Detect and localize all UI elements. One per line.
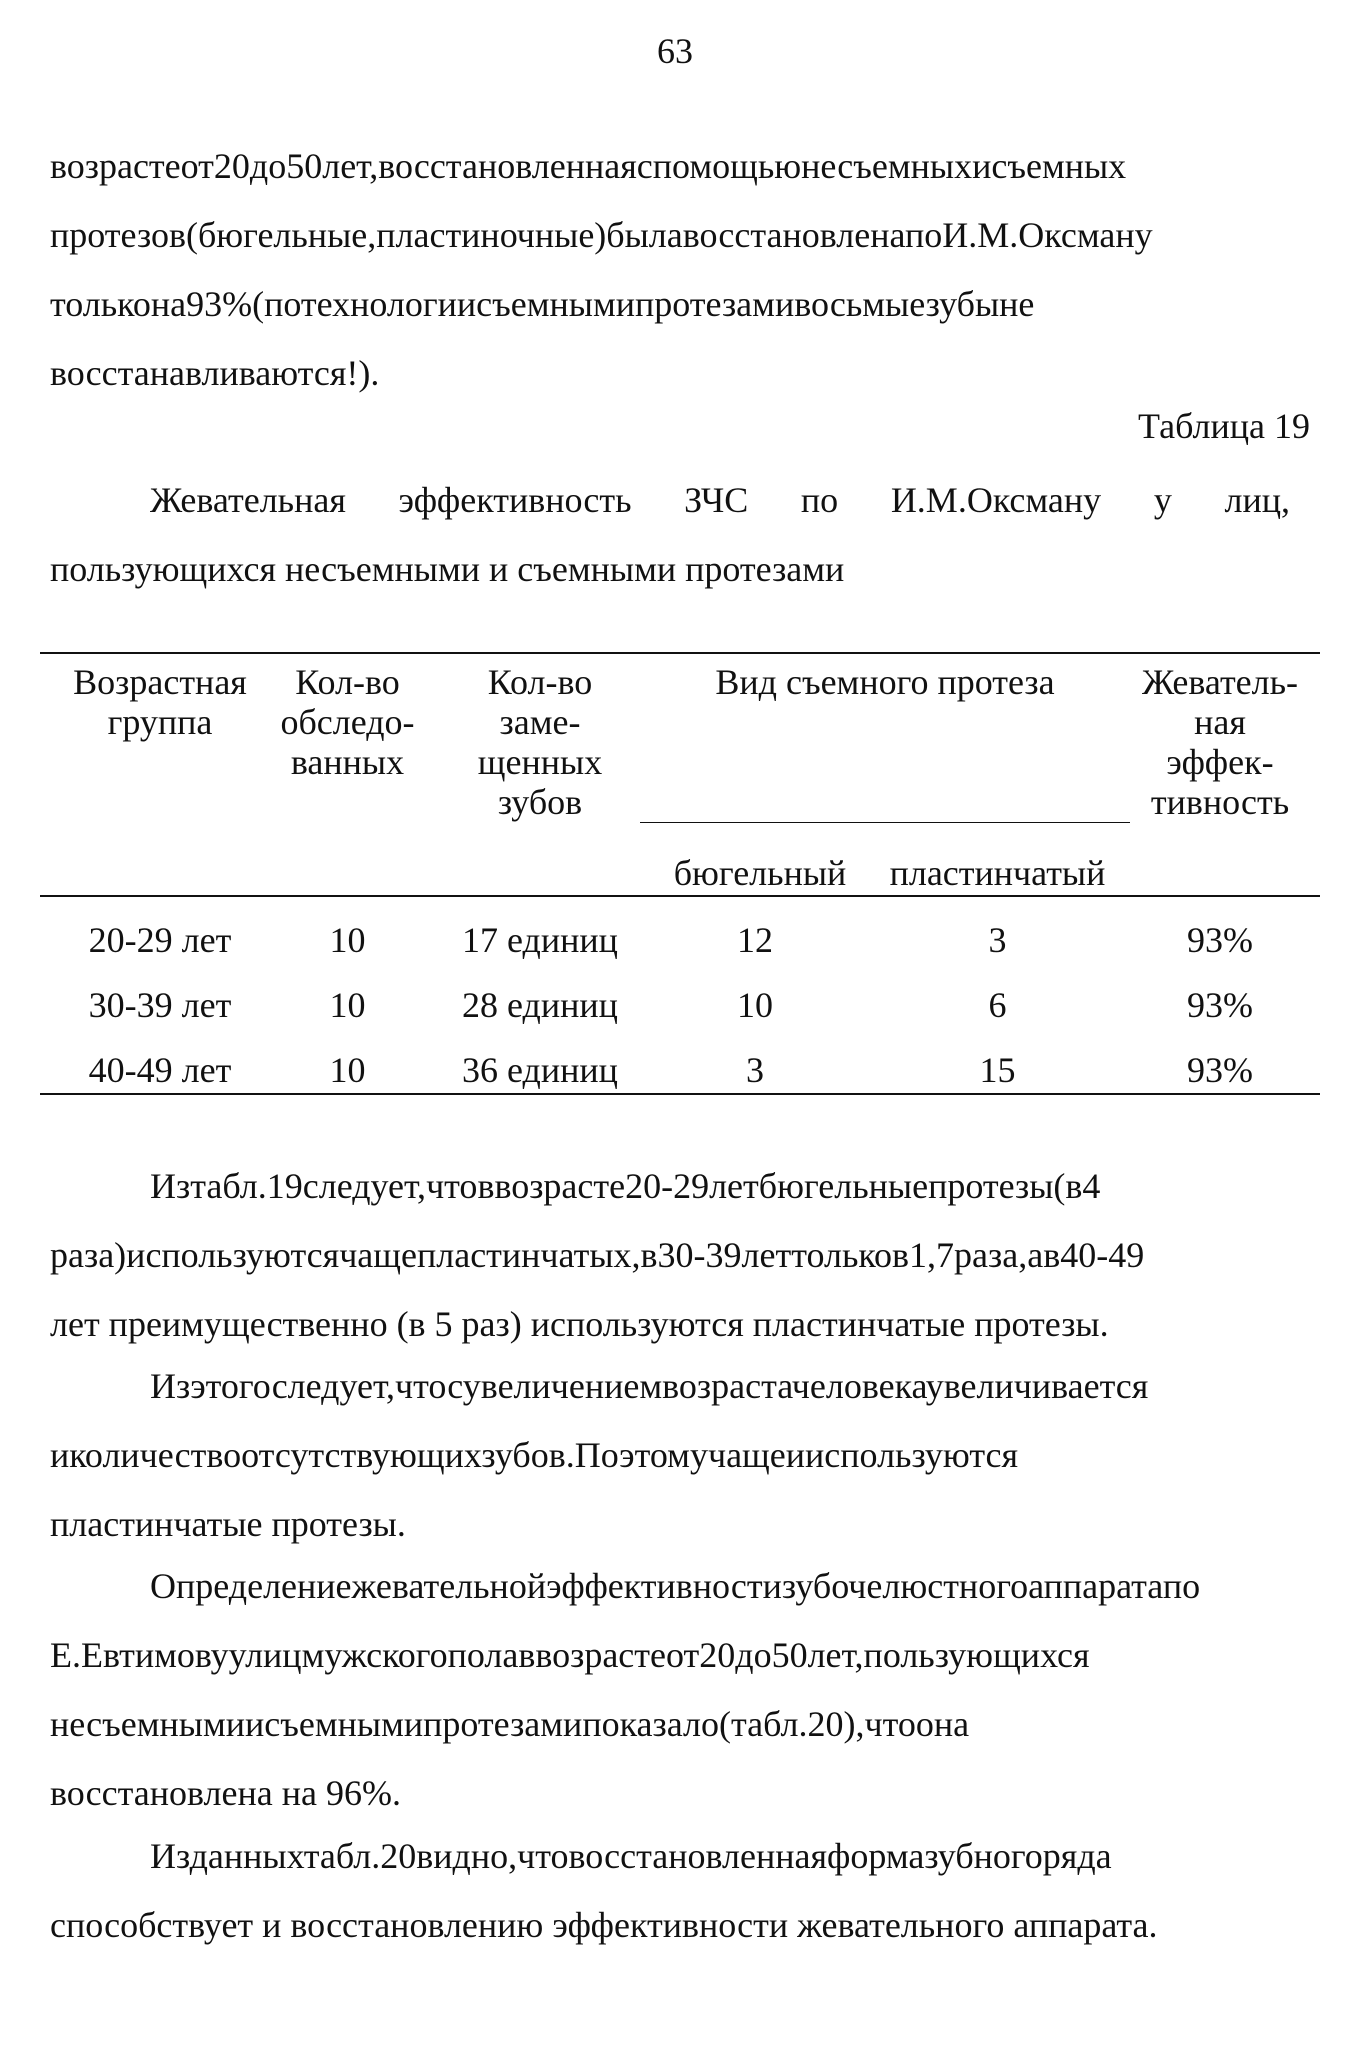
table-top-rule xyxy=(40,652,1320,654)
word: съемными xyxy=(476,284,636,324)
paragraph-4 xyxy=(50,1822,1312,1960)
word: и xyxy=(785,1435,806,1475)
word: с xyxy=(636,146,653,186)
header-examined xyxy=(255,662,440,782)
word: несъемными xyxy=(50,1704,245,1744)
text-line: восстанавливаются!). xyxy=(50,353,380,393)
word: 4 xyxy=(1082,1166,1101,1206)
word: и xyxy=(972,146,992,186)
text-line xyxy=(50,1690,1312,1759)
cell-age: 40-49 лет xyxy=(88,1050,232,1090)
word: форма xyxy=(827,1836,925,1876)
text-line xyxy=(50,1221,1312,1290)
word: восстановленная xyxy=(378,146,637,186)
header-plate: пластинчатый xyxy=(889,853,1106,893)
word: пользующихся xyxy=(863,1635,1090,1675)
intro-paragraph xyxy=(50,132,1312,408)
word: технологии xyxy=(300,284,477,324)
word: на xyxy=(150,284,187,324)
word: пластиночные) xyxy=(376,215,607,255)
header-age-group xyxy=(40,662,280,742)
word: у xyxy=(228,1635,246,1675)
word: пола xyxy=(447,1635,519,1675)
header-text: заме- xyxy=(499,702,581,742)
word: восьмые xyxy=(794,284,926,324)
word: количество xyxy=(69,1435,242,1475)
word: используются xyxy=(805,1435,1019,1475)
title-word: у xyxy=(1153,480,1172,520)
text-line xyxy=(50,1822,1312,1891)
word: (по xyxy=(252,284,301,324)
word: восстановлена xyxy=(682,215,906,255)
cell-plate: 15 xyxy=(979,1050,1016,1090)
header-text: щенных xyxy=(477,742,603,782)
text-line xyxy=(50,1352,1290,1421)
cell-efficiency: 93% xyxy=(1187,1050,1253,1090)
title-word: ЗЧС xyxy=(684,480,749,520)
title-word: по xyxy=(800,480,839,520)
word: что xyxy=(517,1836,569,1876)
word: в xyxy=(640,1235,658,1275)
cell-plate: 3 xyxy=(988,920,1007,960)
header-text: группа xyxy=(107,702,213,742)
cell-examined: 10 xyxy=(329,920,366,960)
word: данных xyxy=(189,1836,304,1876)
cell-efficiency: 93% xyxy=(1187,985,1253,1025)
word: Из xyxy=(150,1836,190,1876)
header-efficiency xyxy=(1120,662,1320,822)
word: от xyxy=(180,146,214,186)
word: лиц xyxy=(245,1635,302,1675)
table-bottom-rule xyxy=(40,1093,1320,1095)
word: чаще xyxy=(339,1235,417,1275)
word: видно, xyxy=(416,1836,518,1876)
cell-examined: 10 xyxy=(329,985,366,1025)
word: возрасте xyxy=(50,146,181,186)
paragraph-3 xyxy=(50,1552,1312,1828)
word: табл. xyxy=(190,1166,267,1206)
word: 20), xyxy=(807,1704,865,1744)
word: в xyxy=(477,1166,495,1206)
word: эффективности xyxy=(546,1566,782,1606)
word: человека xyxy=(791,1366,926,1406)
word: (в xyxy=(1053,1166,1083,1206)
header-text: Кол-во xyxy=(295,662,400,702)
word: лет, xyxy=(322,146,379,186)
header-text: зубов xyxy=(497,782,583,822)
word: не xyxy=(999,284,1035,324)
header-text: эффек- xyxy=(1166,742,1274,782)
word: что xyxy=(864,1704,916,1744)
header-text: Кол-во xyxy=(487,662,593,702)
word: ряда xyxy=(1042,1836,1112,1876)
table-title xyxy=(50,466,1312,604)
text-line xyxy=(50,1621,1312,1690)
word: 40-49 xyxy=(1060,1235,1145,1275)
word: что xyxy=(426,1166,478,1206)
word: лет xyxy=(741,1235,792,1275)
title-word: эффективность xyxy=(398,480,632,520)
word: протезов xyxy=(50,215,186,255)
word: 1,7 xyxy=(909,1235,955,1275)
header-bottom-rule xyxy=(40,895,1320,897)
word: 20-29 xyxy=(625,1166,710,1206)
subheader-rule xyxy=(640,822,1130,823)
text-line xyxy=(50,1152,1312,1221)
word: только xyxy=(791,1235,893,1275)
word: И.М.Оксману xyxy=(942,215,1153,255)
text-line xyxy=(50,1421,1290,1490)
header-text: ванных xyxy=(290,742,405,782)
word: (табл. xyxy=(718,1704,808,1744)
cell-clasp: 3 xyxy=(746,1050,764,1090)
word: зубочелюстного xyxy=(781,1566,1029,1606)
header-text: Возрастная xyxy=(73,662,247,702)
word: (бюгельные, xyxy=(185,215,377,255)
word: табл. xyxy=(303,1836,381,1876)
table-label: Таблица 19 xyxy=(1138,406,1310,446)
word: что xyxy=(395,1366,448,1406)
title-word: И.М.Оксману xyxy=(890,480,1102,520)
cell-age: 20-29 лет xyxy=(88,920,232,960)
word: Из xyxy=(150,1366,191,1406)
word: в xyxy=(892,1235,910,1275)
word: пластинчатых, xyxy=(416,1235,641,1275)
header-text: ная xyxy=(1194,702,1246,742)
word: чаще xyxy=(707,1435,786,1475)
header-prosthesis-type: Вид съемного протеза xyxy=(715,662,1055,702)
word: 19 xyxy=(266,1166,303,1206)
text-line xyxy=(50,201,1312,270)
word: жевательной xyxy=(351,1566,547,1606)
word: мужского xyxy=(301,1635,448,1675)
word: следует, xyxy=(302,1166,427,1206)
word: Из xyxy=(150,1166,191,1206)
text-line: пластинчатые протезы. xyxy=(50,1504,406,1544)
word: зубов. xyxy=(481,1435,575,1475)
word: в xyxy=(1043,1235,1061,1275)
word: лет xyxy=(709,1166,759,1206)
word: зубы xyxy=(925,284,1000,324)
word: съемными xyxy=(264,1704,424,1744)
table-title-line1 xyxy=(50,466,1312,535)
cell-clasp: 12 xyxy=(737,920,773,960)
word: по xyxy=(1162,1566,1201,1606)
word: только xyxy=(50,284,151,324)
word: до xyxy=(249,146,287,186)
paragraph-2 xyxy=(50,1352,1290,1559)
word: протезы xyxy=(928,1166,1054,1206)
word: до xyxy=(735,1635,772,1675)
title-word: Жевательная xyxy=(150,480,346,520)
word: используются xyxy=(126,1235,340,1275)
word: съемных xyxy=(991,146,1127,186)
word: 20 xyxy=(699,1635,736,1675)
text-line xyxy=(50,132,1312,201)
word: протезами xyxy=(635,284,795,324)
word: возрасте xyxy=(535,1635,666,1675)
title-word: лиц, xyxy=(1224,480,1290,520)
table-title-line2: пользующихся несъемными и съемными протезами xyxy=(50,549,845,589)
word: 20 xyxy=(213,146,250,186)
word: 50 xyxy=(771,1635,808,1675)
word: раза, xyxy=(954,1235,1028,1275)
word: и xyxy=(50,1435,70,1475)
word: отсутствующих xyxy=(241,1435,482,1475)
header-clasp: бюгельный xyxy=(673,853,847,893)
word: следует, xyxy=(271,1366,395,1406)
text-line xyxy=(50,270,1312,339)
header-text: обследо- xyxy=(280,702,415,742)
word: увеличивается xyxy=(925,1366,1149,1406)
word: лет, xyxy=(807,1635,864,1675)
word: возраста xyxy=(662,1366,792,1406)
header-text: Жеватель- xyxy=(1141,662,1299,702)
cell-examined: 10 xyxy=(329,1050,366,1090)
word: Е.Евтимову xyxy=(50,1635,229,1675)
word: 20 xyxy=(380,1836,417,1876)
word: бюгельные xyxy=(758,1166,929,1206)
word: 50 xyxy=(286,146,323,186)
page-number: 63 xyxy=(657,31,693,71)
cell-replaced: 36 единиц xyxy=(462,1050,618,1090)
cell-plate: 6 xyxy=(988,985,1007,1025)
word: была xyxy=(606,215,683,255)
word: раза) xyxy=(50,1235,127,1275)
cell-replaced: 28 единиц xyxy=(462,985,618,1025)
word: Определение xyxy=(150,1566,352,1606)
word: помощью xyxy=(652,146,802,186)
word: этого xyxy=(190,1366,272,1406)
text-line: лет преимущественно (в 5 раз) используются пластинчатые протезы. xyxy=(50,1304,1109,1344)
word: несъемных xyxy=(801,146,973,186)
word: возрасте xyxy=(494,1166,626,1206)
word: протезами xyxy=(423,1704,583,1744)
word: показало xyxy=(582,1704,719,1744)
word: увеличением xyxy=(462,1366,663,1406)
word: по xyxy=(905,215,943,255)
word: Поэтому xyxy=(574,1435,708,1475)
header-replaced xyxy=(440,662,640,822)
cell-replaced: 17 единиц xyxy=(462,920,618,960)
word: 93% xyxy=(186,284,253,324)
cell-clasp: 10 xyxy=(737,985,773,1025)
paragraph-1 xyxy=(50,1152,1312,1359)
word: с xyxy=(447,1366,463,1406)
cell-efficiency: 93% xyxy=(1187,920,1253,960)
word: а xyxy=(1027,1235,1044,1275)
header-text: тивность xyxy=(1150,782,1290,822)
word: и xyxy=(245,1704,265,1744)
word: 30-39 xyxy=(657,1235,742,1275)
word: зубного xyxy=(924,1836,1043,1876)
text-line: восстановлена на 96%. xyxy=(50,1773,401,1813)
word: она xyxy=(915,1704,970,1744)
word: аппарата xyxy=(1028,1566,1163,1606)
word: от xyxy=(665,1635,700,1675)
word: в xyxy=(518,1635,536,1675)
text-line xyxy=(50,1552,1312,1621)
text-line: способствует и восстановлению эффективности жевательного аппарата. xyxy=(50,1905,1158,1945)
word: восстановленная xyxy=(568,1836,828,1876)
cell-age: 30-39 лет xyxy=(88,985,232,1025)
